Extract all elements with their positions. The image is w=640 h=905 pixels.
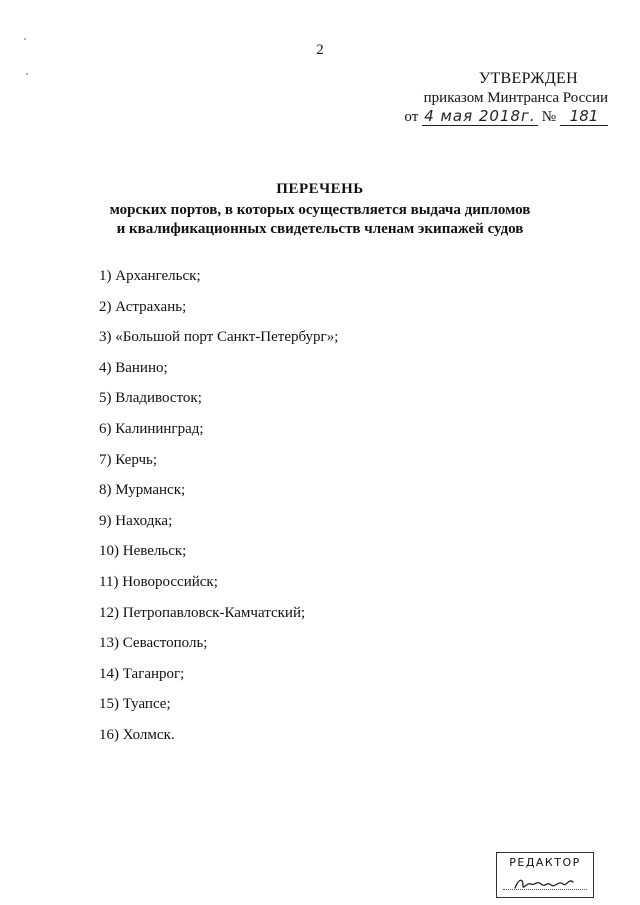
list-item: 16) Холмск.: [99, 726, 175, 743]
list-item: 15) Туапсе;: [99, 696, 171, 713]
list-item: 6) Калининград;: [99, 420, 204, 437]
list-item: 5) Владивосток;: [99, 390, 202, 407]
document-title: [0, 180, 640, 239]
approved-label: УТВЕРЖДЕН: [478, 70, 578, 87]
ports-list: [99, 267, 338, 757]
handwritten-order-number: 181: [560, 108, 608, 126]
stamp-signature-line: [503, 889, 587, 890]
list-item: 1) Архангельск;: [99, 268, 201, 284]
stamp-label: РЕДАКТОР: [509, 856, 581, 869]
title-main: ПЕРЕЧЕНЬ: [276, 181, 364, 197]
list-item: 4) Ванино;: [99, 359, 168, 376]
order-authority: приказом Минтранса России: [423, 90, 608, 106]
number-sign: №: [541, 109, 556, 125]
list-item: 7) Керчь;: [99, 451, 158, 468]
list-item: 14) Таганрог;: [99, 665, 185, 682]
scan-speck: [24, 38, 26, 40]
title-line-2: и квалификационных свидетельств членам экипажей судов: [116, 221, 524, 237]
list-item: 12) Петропавловск-Камчатский;: [99, 604, 306, 621]
order-date-line: [368, 108, 608, 126]
list-item: 10) Невельск;: [99, 543, 187, 560]
list-item: 8) Мурманск;: [99, 482, 186, 499]
page-number: 2: [316, 42, 324, 58]
title-line-1: морских портов, в которых осуществляется выдача дипломов: [109, 202, 531, 218]
handwritten-date: 4 мая 2018г.: [424, 107, 536, 125]
date-prefix: от: [404, 109, 419, 125]
list-item: 3) «Большой порт Санкт-Петербург»;: [99, 329, 339, 346]
approval-block: [368, 70, 608, 126]
scan-speck: [26, 73, 28, 75]
list-item: 11) Новороссийск;: [99, 573, 218, 590]
handwritten-signature-icon: [511, 872, 581, 894]
list-item: 9) Находка;: [99, 512, 173, 529]
editor-stamp: [496, 852, 594, 898]
list-item: 13) Севастополь;: [99, 635, 208, 652]
list-item: 2) Астрахань;: [99, 298, 187, 315]
